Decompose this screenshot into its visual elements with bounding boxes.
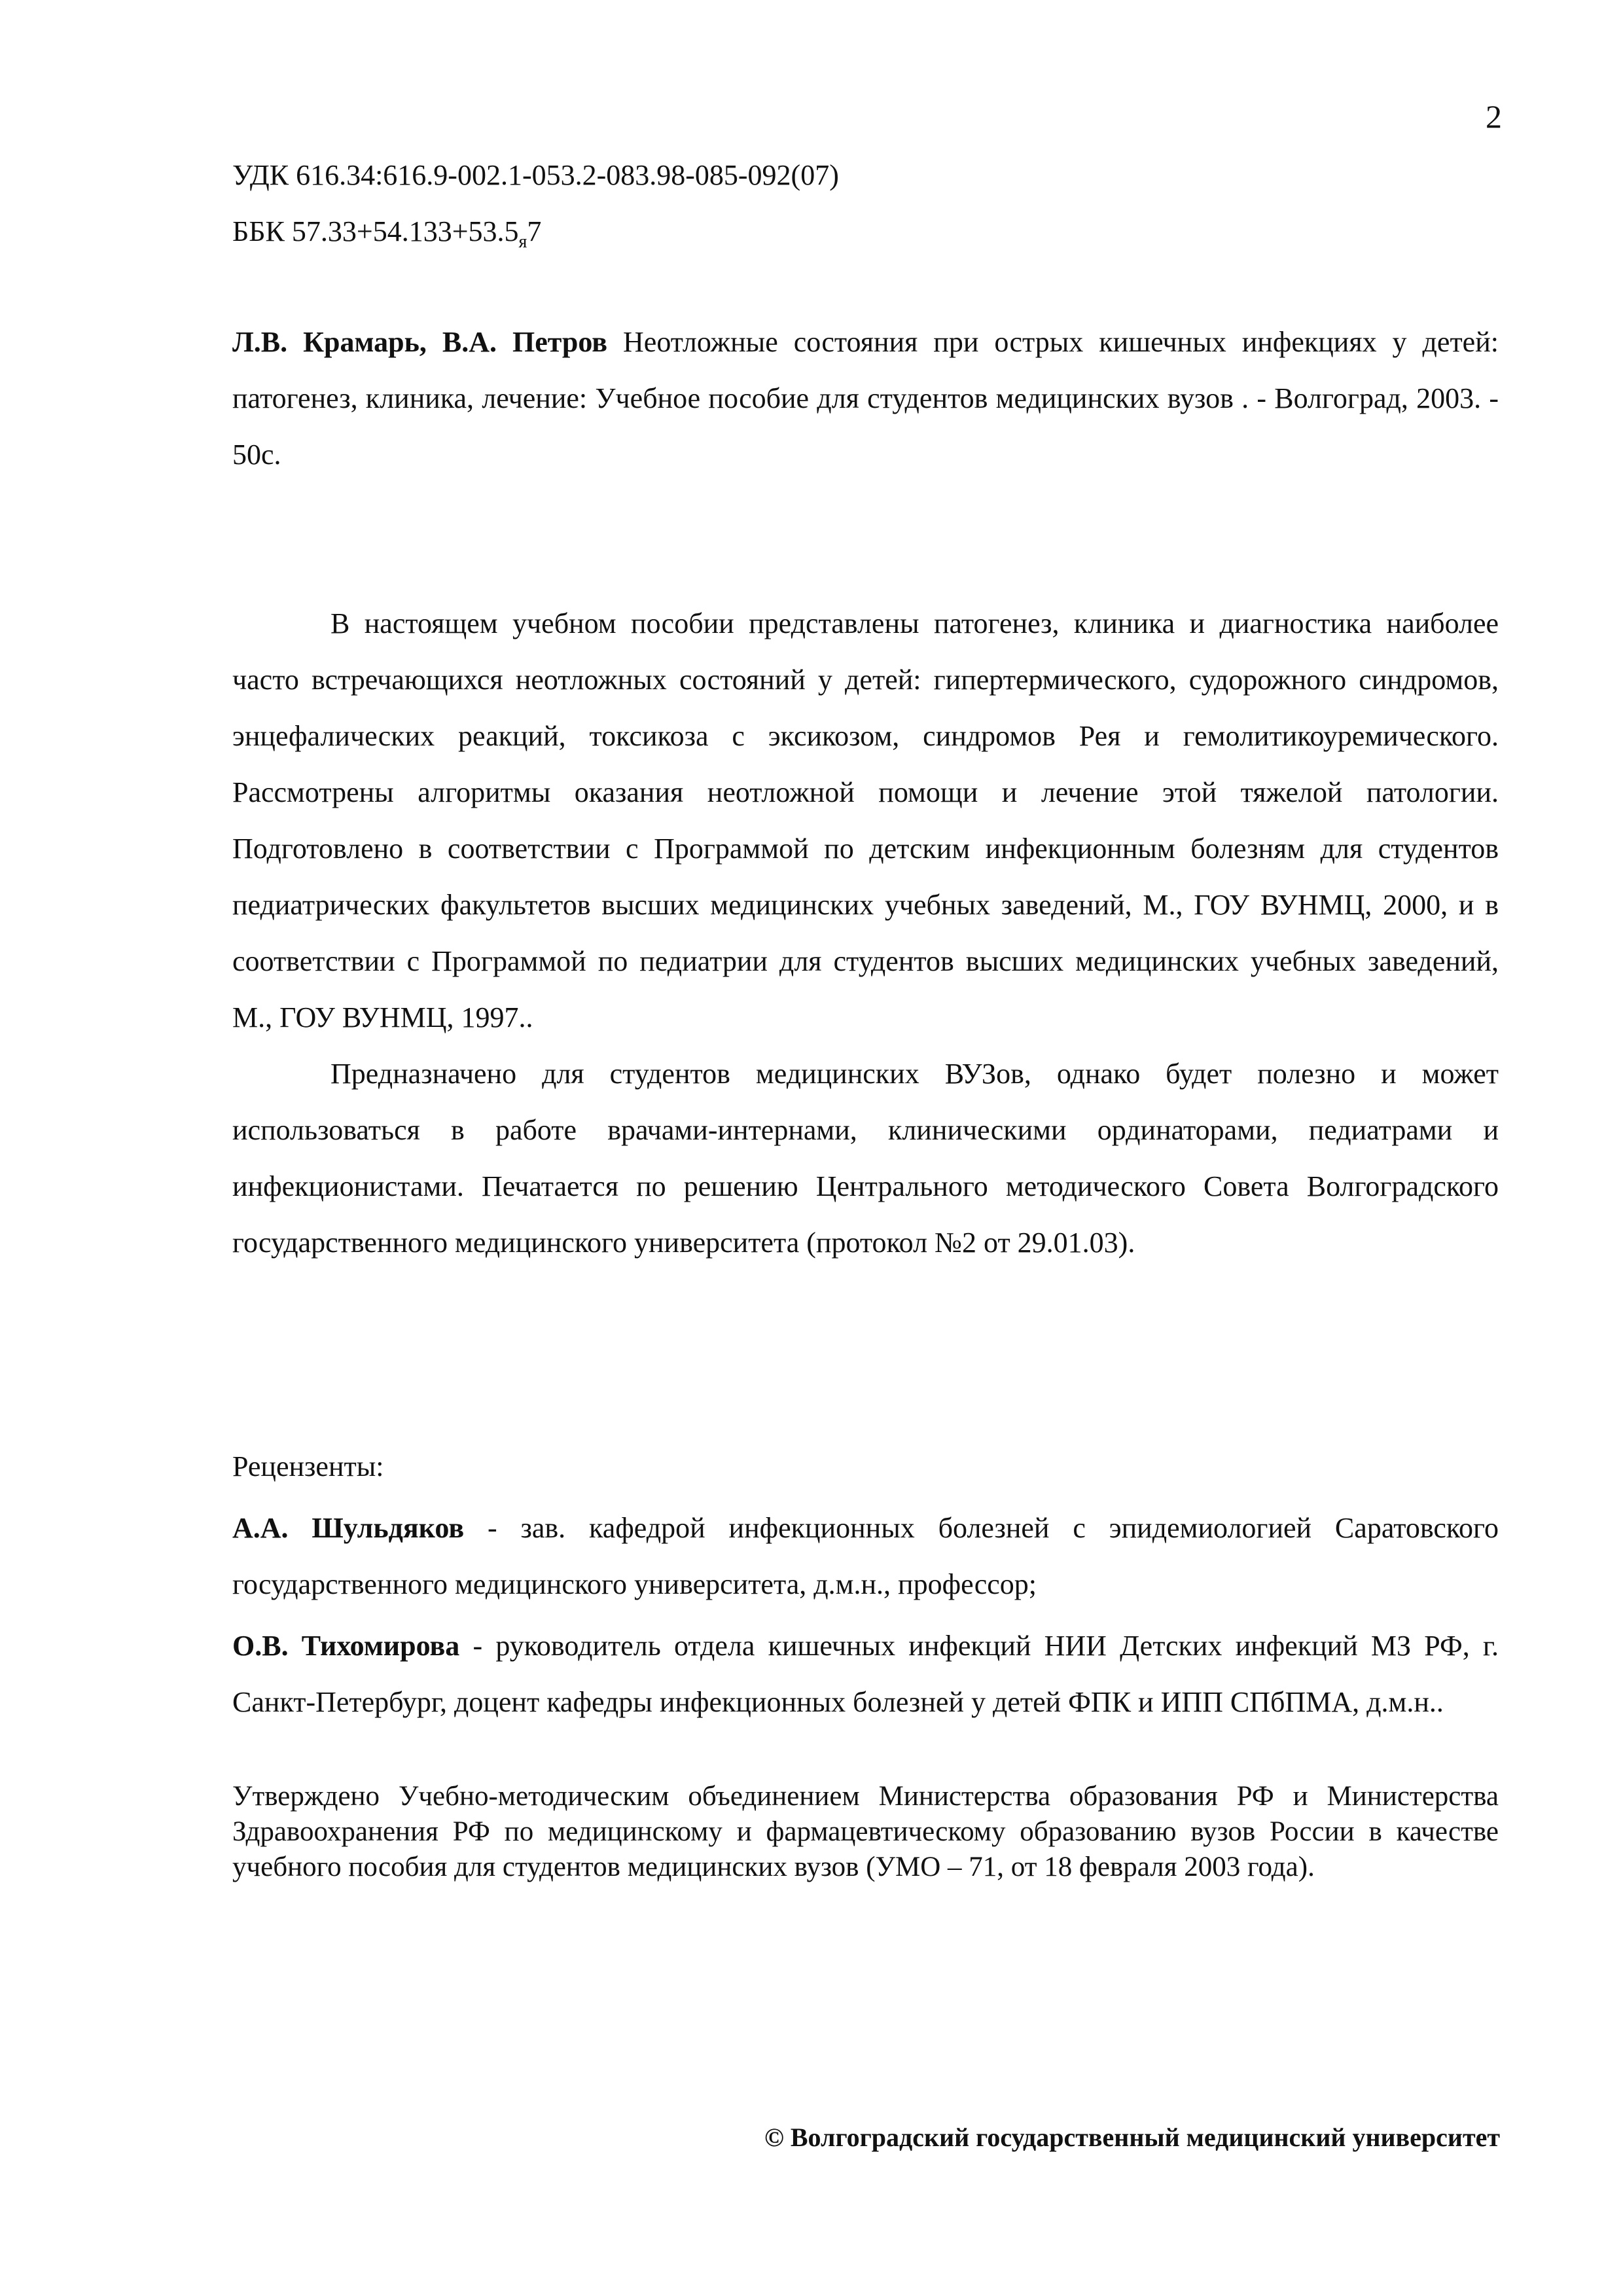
reviewer-2 — [232, 1618, 1499, 1731]
bbk-code — [232, 204, 1499, 260]
reviewer-2-text: - руководитель отдела кишечных инфекций НИИ Детских инфекций МЗ РФ, г. Санкт-Петербург, доцент кафедры инфекционных болезней у детей ФПК и ИПП СПбПМА, д.м.н.. — [232, 1630, 1499, 1718]
abstract-paragraph-1: В настоящем учебном пособии представлены патогенез, клиника и диагностика наиболее часто встречающихся неотложных состояний у детей: гипертермического, судорожного синдромов, энцефалических реакций, токсикоза с эксикозом, синдромов Рея и гемолитикоуремического. Рассмотрены алгоритмы оказания неотложной помощи и лечение этой тяжелой патологии. Подготовлено в соответствии с Программой по детским инфекционным болезням для студентов педиатрических факультетов высших медицинских учебных заведений, М., ГОУ ВУНМЦ, 2000, и в соответствии с Программой по педиатрии для студентов высших медицинских учебных заведений, М., ГОУ ВУНМЦ, 1997.. — [232, 607, 1499, 1033]
bbk-tail: 7 — [527, 215, 542, 247]
reviewer-1-text: - зав. кафедрой инфекционных болезней с эпидемиологией Саратовского государственного медицинского университета, д.м.н., профессор; — [232, 1512, 1499, 1600]
copyright-notice: © Волгоградский государственный медицинский университет — [764, 2123, 1500, 2152]
approval-text: Утверждено Учебно-методическим объединением Министерства образования РФ и Министерства Здравоохранения РФ по медицинскому и фармацевтическому образованию вузов России в качестве учебного пособия для студентов медицинских вузов (УМО – 71, от 18 февраля 2003 года). — [232, 1781, 1499, 1882]
bbk-main: ББК 57.33+54.133+53.5 — [232, 215, 519, 247]
classification-block — [232, 147, 1499, 260]
page-number: 2 — [1486, 98, 1502, 135]
approval-block — [232, 1779, 1499, 1885]
citation-text: Неотложные состояния при острых кишечных инфекциях у детей: патогенез, клиника, лечение: Учебное пособие для студентов медицинских вузов . - Волгоград, 2003. - 50с. — [232, 326, 1499, 471]
reviewers-block — [232, 1439, 1499, 1731]
abstract-block — [232, 596, 1499, 1271]
reviewer-1 — [232, 1500, 1499, 1613]
udk-code: УДК 616.34:616.9-002.1-053.2-083.98-085-092(07) — [232, 159, 839, 191]
reviewers-heading: Рецензенты: — [232, 1450, 384, 1482]
bbk-subscript: я — [518, 232, 527, 252]
citation-authors: Л.В. Крамарь, В.А. Петров — [232, 326, 608, 358]
reviewer-1-name: А.А. Шульдяков — [232, 1512, 465, 1544]
abstract-paragraph-2: Предназначено для студентов медицинских ВУЗов, однако будет полезно и может использоваться в работе врачами-интернами, клиническими ординаторами, педиатрами и инфекционистами. Печатается по решению Центрального методического Совета Волгоградского государственного медицинского университета (протокол №2 от 29.01.03). — [232, 1058, 1499, 1259]
citation-paragraph — [232, 314, 1499, 483]
bibliographic-citation — [232, 314, 1499, 483]
reviewer-2-name: О.В. Тихомирова — [232, 1630, 460, 1662]
